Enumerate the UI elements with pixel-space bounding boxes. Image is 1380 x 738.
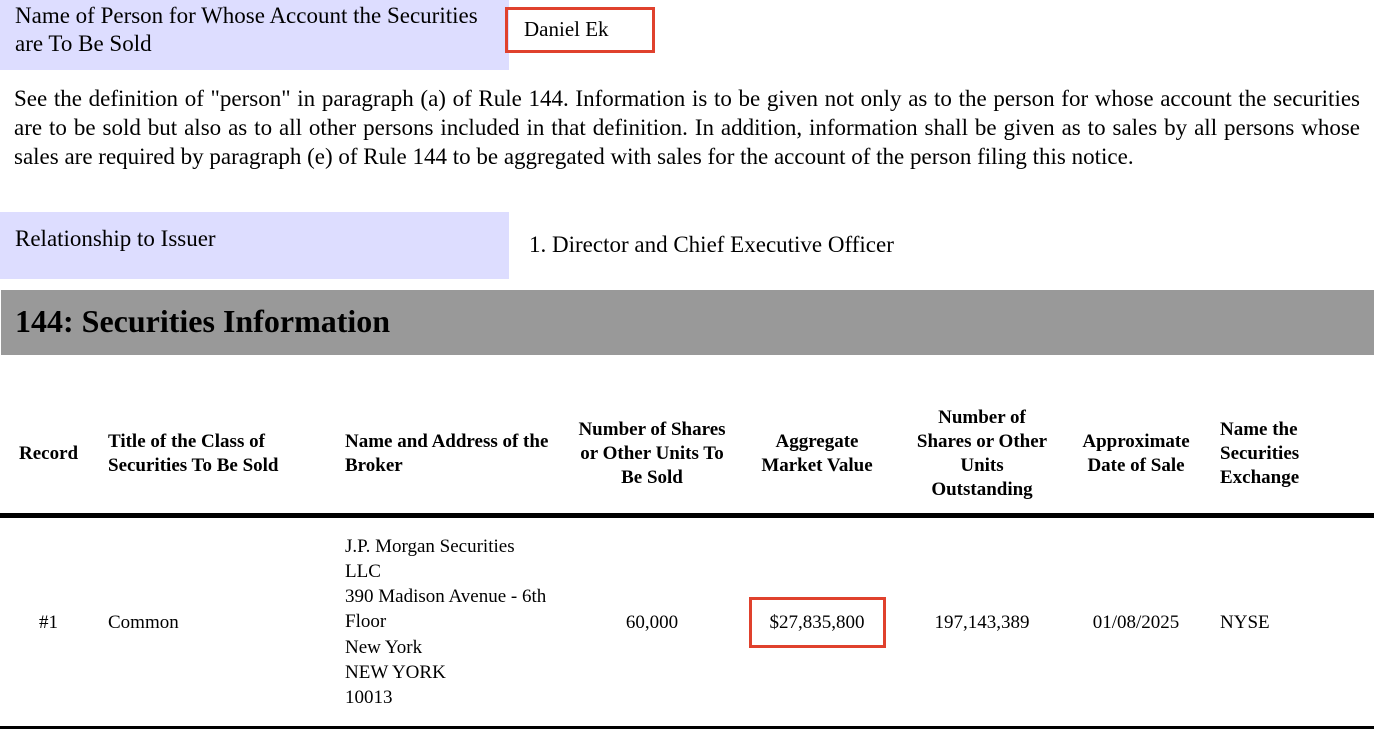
- header-title-class: Title of the Class of Securities To Be Sold: [96, 395, 334, 516]
- table-header-row: [0, 395, 1374, 516]
- relationship-value: 1. Director and Chief Executive Officer: [529, 232, 894, 257]
- header-shares-to-sell: Number of Shares or Other Units To Be Sold: [568, 395, 736, 516]
- broker-line: LLC: [345, 560, 381, 582]
- broker-cell: [334, 516, 568, 728]
- person-name-value: Daniel Ek: [505, 7, 655, 53]
- broker-line: J.P. Morgan Securities: [345, 535, 515, 557]
- broker-line: 10013: [345, 687, 393, 708]
- broker-line: Floor: [345, 611, 387, 633]
- section-title: 144: Securities Information: [1, 290, 1374, 355]
- broker-line: 390 Madison Avenue - 6th: [345, 586, 547, 608]
- market-value-highlight: $27,835,800: [749, 597, 886, 648]
- date-of-sale-cell: 01/08/2025: [1066, 516, 1206, 728]
- broker-line: New York: [345, 636, 423, 658]
- shares-outstanding-cell: 197,143,389: [898, 516, 1066, 728]
- header-record: Record: [0, 395, 96, 516]
- header-exchange: Name the Securities Exchange: [1206, 395, 1374, 516]
- record-cell: #1: [0, 516, 96, 728]
- header-broker: Name and Address of the Broker: [334, 395, 568, 516]
- exchange-cell: NYSE: [1206, 516, 1374, 728]
- header-shares-outstanding: Number of Shares or Other Units Outstanding: [898, 395, 1066, 516]
- relationship-label: Relationship to Issuer: [0, 212, 509, 279]
- table-row: [0, 516, 1374, 728]
- person-definition-text: See the definition of "person" in paragraph (a) of Rule 144. Information is to be given not only as to the person for whose account the securities are to be sold but also as to all other persons included in that definition. In addition, information shall be given as to sales by all persons whose sales are required by paragraph (e) of Rule 144 to be aggregated with sales for the account of the person filing this notice.: [14, 86, 1360, 169]
- person-name-label: Name of Person for Whose Account the Securities are To Be Sold: [0, 0, 509, 70]
- market-value-cell: [736, 516, 898, 728]
- securities-table: [0, 395, 1374, 729]
- header-market-value: Aggregate Market Value: [736, 395, 898, 516]
- header-date-of-sale: Approximate Date of Sale: [1066, 395, 1206, 516]
- broker-line: NEW YORK: [345, 661, 446, 683]
- shares-to-sell-cell: 60,000: [568, 516, 736, 728]
- title-class-cell: Common: [96, 516, 334, 728]
